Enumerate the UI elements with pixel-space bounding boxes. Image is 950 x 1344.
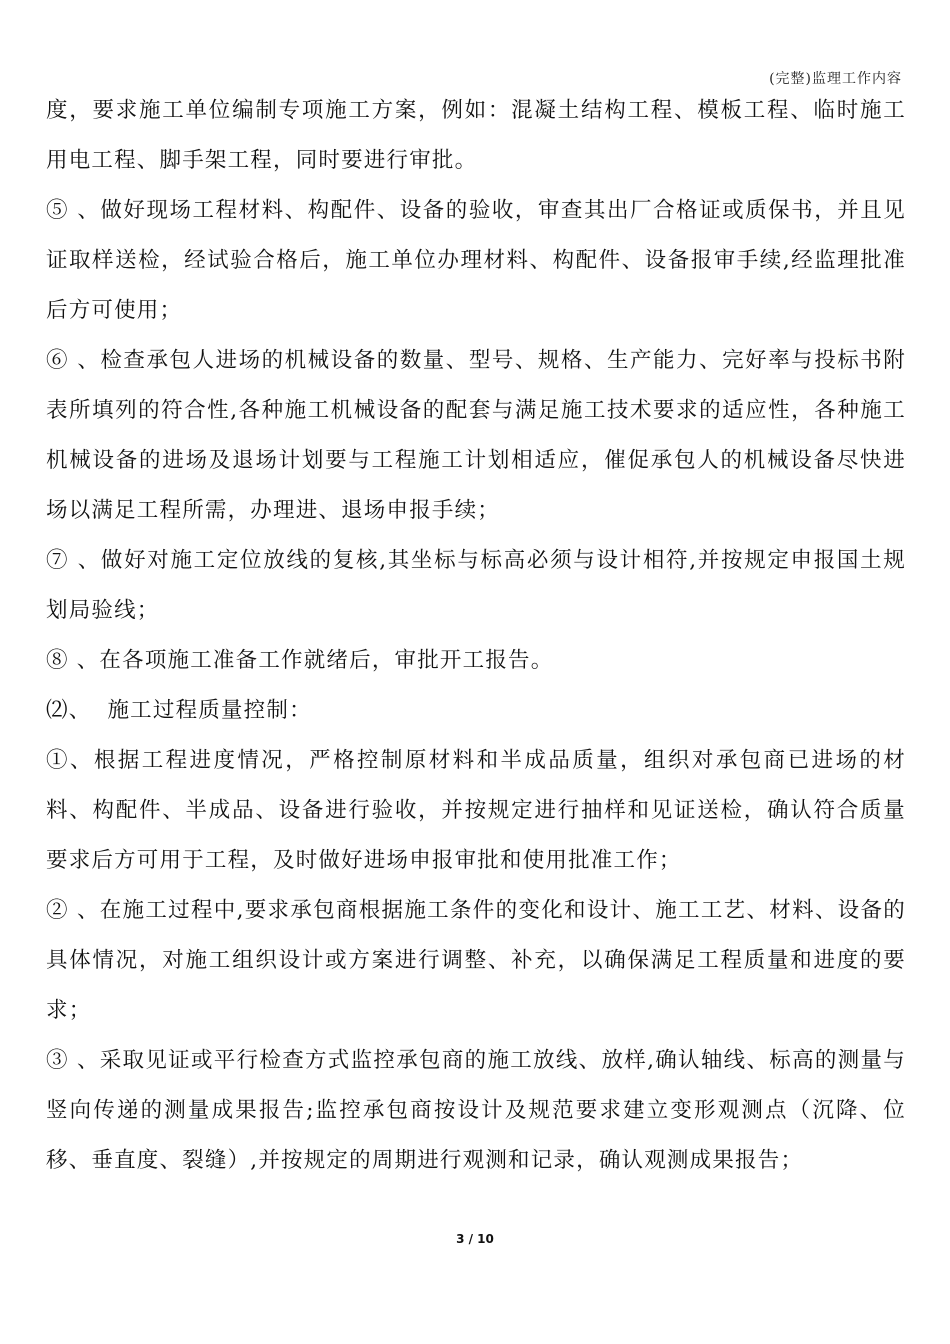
paragraph: ⑧ 、在各项施工准备工作就绪后，审批开工报告。	[46, 648, 554, 673]
paragraph: ② 、在施工过程中,要求承包商根据施工条件的变化和设计、施工工艺、材料、设备的具体情况，对施工组织设计或方案进行调整、补充，以确保满足工程质量和进度的要求；	[46, 898, 906, 1023]
paragraph: ⑥ 、检查承包人进场的机械设备的数量、型号、规格、生产能力、完好率与投标书附表所填列的符合性,各种施工机械设备的配套与满足施工技术要求的适应性，各种施工机械设备的进场及退场计划要与工程施工计划相适应，催促承包人的机械设备尽快进场以满足工程所需，办理进、退场申报手续；	[46, 348, 906, 523]
paragraph: 度，要求施工单位编制专项施工方案，例如：混凝土结构工程、模板工程、临时施工用电工程、脚手架工程，同时要进行审批。	[46, 98, 906, 173]
paragraph: ⑤ 、做好现场工程材料、构配件、设备的验收，审查其出厂合格证或质保书，并且见证取样送检，经试验合格后，施工单位办理材料、构配件、设备报审手续,经监理批准后方可使用；	[46, 198, 906, 323]
paragraph: ①、根据工程进度情况，严格控制原材料和半成品质量，组织对承包商已进场的材料、构配件、半成品、设备进行验收，并按规定进行抽样和见证送检，确认符合质量要求后方可用于工程，及时做好进场申报审批和使用批准工作；	[46, 748, 906, 873]
document-header-title: (完整)监理工作内容	[769, 71, 902, 87]
paragraph: ⑦ 、做好对施工定位放线的复核,其坐标与标高必须与设计相符,并按规定申报国土规划局验线；	[46, 548, 906, 623]
document-body	[46, 86, 906, 1186]
page-number: 3 / 10	[456, 1232, 494, 1246]
section-heading: ⑵、 施工过程质量控制：	[46, 698, 312, 723]
paragraph: ③ 、采取见证或平行检查方式监控承包商的施工放线、放样,确认轴线、标高的测量与竖向传递的测量成果报告;监控承包商按设计及规范要求建立变形观测点（沉降、位移、垂直度、裂缝）,并按规定的周期进行观测和记录，确认观测成果报告；	[46, 1048, 906, 1173]
